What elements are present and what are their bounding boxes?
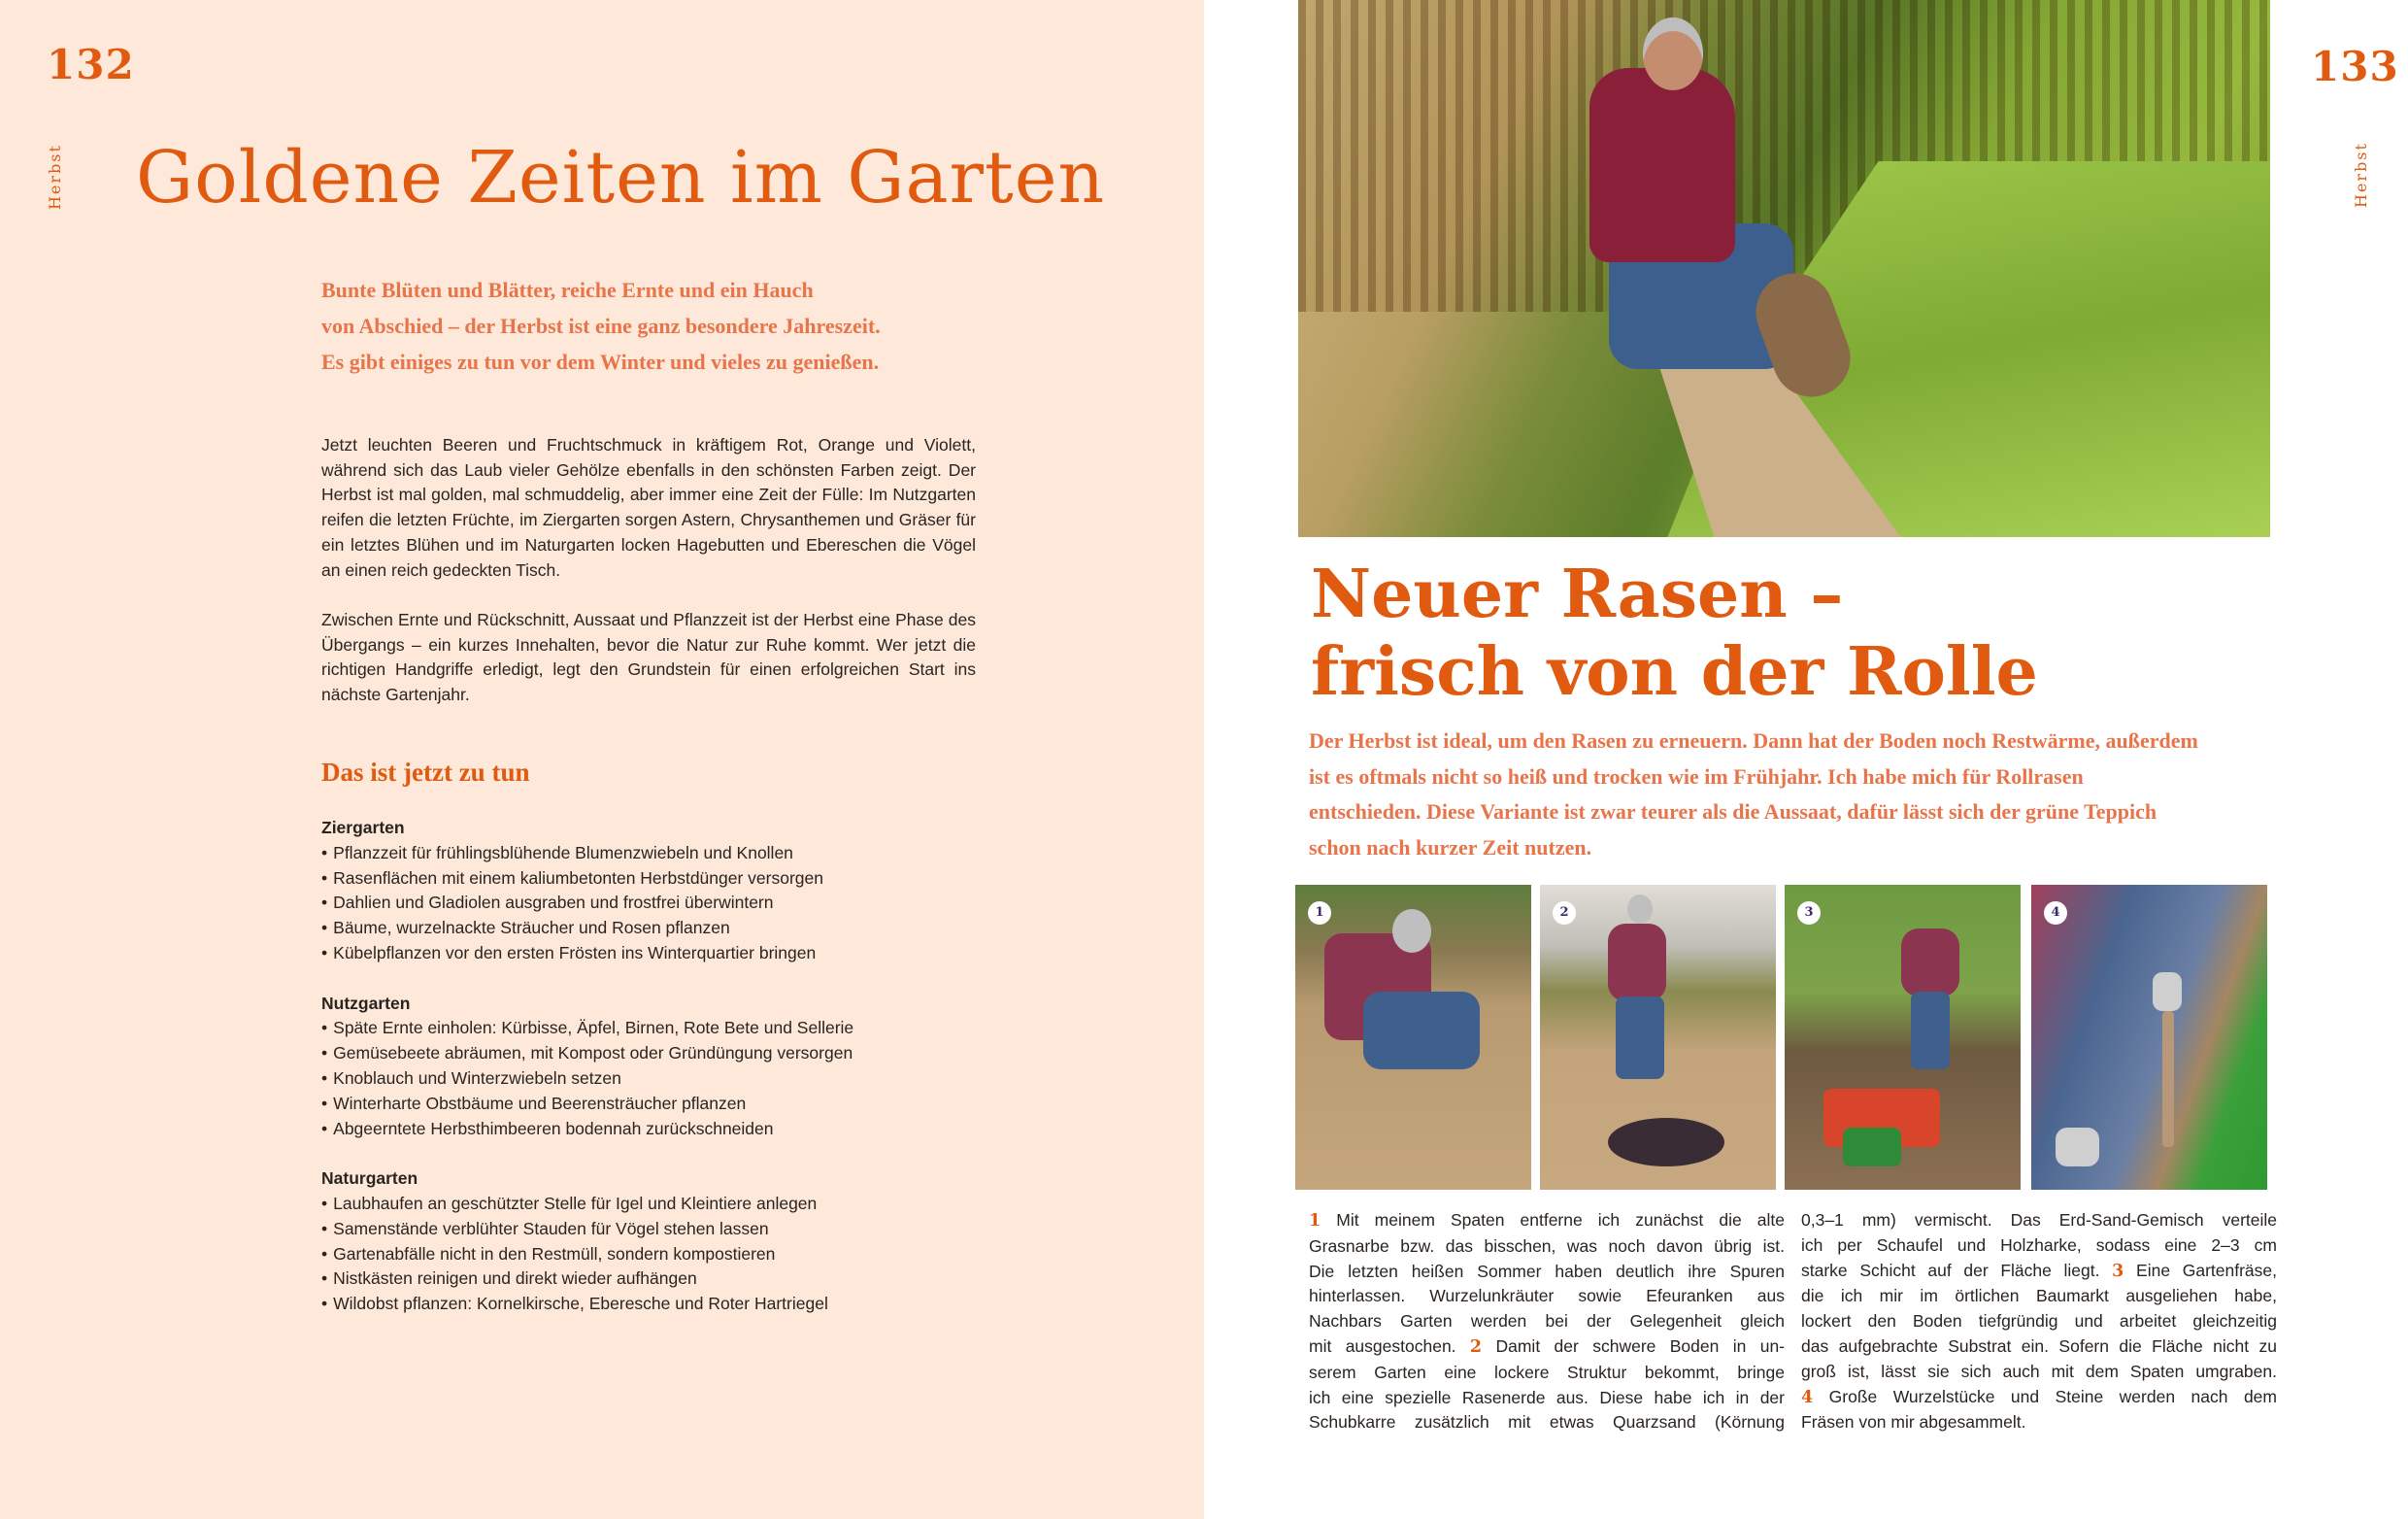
step-photo-4 [2031,885,2267,1190]
body-text [321,433,976,732]
todo-item: • Wildobst pflanzen: Kornelkirsche, Eberesche und Roter Hartriegel [321,1292,1001,1317]
step-photo-1 [1295,885,1531,1190]
todo-item: • Dahlien und Gladiolen ausgraben und frostfrei überwintern [321,891,1001,916]
caption-line: Nachbars Garten werden bei der Gelegenheit gleich [1309,1311,1785,1332]
todo-heading: Das ist jetzt zu tun [321,758,530,787]
body-paragraph: Zwischen Ernte und Rückschnitt, Aussaat und Pflanzzeit ist der Herbst eine Phase des Übergangs – ein kurzes Innehalten, bevor die Natur zur Ruhe kommt. Wer jetzt die richtigen Handgriffe erledigt, legt den Grundstein für einen erfolgreichen Start ins nächste Gartenjahr. [321,609,976,705]
intro-text [321,272,1001,380]
todo-item: • Gemüsebeete abräumen, mit Kompost oder Gründüngung versorgen [321,1041,1001,1066]
hero-photo [1298,0,2270,537]
todo-item: • Kübelpflanzen vor den ersten Frösten ins Winterquartier bringen [321,941,1001,966]
caption-line: 4 Große Wurzelstücke und Steine werden nach dem [1801,1386,2277,1407]
caption-line: lockert den Boden tiefgründig und arbeitet gleichzeitig [1801,1311,2277,1332]
todo-item: • Abgeerntete Herbsthimbeeren bodennah zurückschneiden [321,1117,1001,1142]
caption-line: groß ist, lässt sie sich auch mit dem Spaten umgraben. [1801,1361,2277,1381]
article-title [1311,556,2038,711]
caption-column-2 [1801,1208,2277,1435]
step-badge-3: 3 [1797,901,1821,925]
intro-line: Bunte Blüten und Blätter, reiche Ernte und ein Hauch [321,278,814,302]
person-shirt-shape [1589,68,1735,262]
step-photo-3 [1785,885,2021,1190]
step-badge-2: 2 [1553,901,1576,925]
caption-line: starke Schicht auf der Fläche liegt. 3 Eine Gartenfräse, [1801,1260,2277,1281]
step-badge-4: 4 [2044,901,2067,925]
todo-group-nutzgarten [321,992,1001,1142]
todo-item: • Laubhaufen an geschützter Stelle für Igel und Kleintiere anlegen [321,1192,1001,1217]
todo-item: • Knoblauch und Winterzwiebeln setzen [321,1066,1001,1092]
todo-item: • Späte Ernte einholen: Kürbisse, Äpfel, Birnen, Rote Bete und Sellerie [321,1016,1001,1041]
caption-column-1 [1309,1208,1785,1435]
article-intro [1309,724,2290,865]
todo-item: • Gartenabfälle nicht in den Restmüll, sondern kompostieren [321,1242,1001,1267]
todo-group-title: Naturgarten [321,1168,418,1189]
caption-line: die ich mir im örtlichen Baumarkt ausgeliehen habe, [1801,1286,2277,1306]
section-tag-left: Herbst [46,144,64,210]
todo-item: • Rasenflächen mit einem kaliumbetonten Herbstdünger versorgen [321,866,1001,892]
todo-group-title: Ziergarten [321,818,405,837]
section-tag-right: Herbst [2352,142,2370,208]
body-paragraph: Jetzt leuchten Beeren und Fruchtschmuck in kräftigem Rot, Orange und Violett, während sich das Laub vieler Gehölze ebenfalls in den schönsten Farben zeigt. Der Herbst ist mal golden, mal schmuddelig, aber immer eine Zeit der Fülle: Im Nutzgarten reifen die letzten Früchte, im Ziergarten sorgen Astern, Chrysanthemen und Gräser für ein letztes Blühen und im Naturgarten locken Hagebutten und Ebereschen die Vögel an einen reich gedeckten Tisch. [321,435,976,580]
caption-line: ich per Schaufel und Holzharke, sodass eine 2–3 cm [1801,1234,2277,1255]
step-photo-2 [1540,885,1776,1190]
page-number-right: 133 [2311,43,2399,90]
caption-line: Die letzten heißen Sommer haben deutlich ihre Spuren [1309,1261,1785,1281]
article-intro-line: entschieden. Diese Variante ist zwar teurer als die Aussaat, dafür lässt sich der grüne Teppich [1309,799,2157,824]
caption-line: Fräsen von mir abgesammelt. [1801,1412,2026,1433]
caption-line: Schubkarre zusätzlich mit etwas Quarzsand (Körnung [1309,1412,1785,1433]
caption-line: Grasnarbe bzw. das bisschen, was noch davon übrig ist. [1309,1235,1785,1256]
article-intro-line: ist es oftmals nicht so heiß und trocken wie im Frühjahr. Ich habe mich für Rollrasen [1309,763,2084,789]
article-intro-line: Der Herbst ist ideal, um den Rasen zu erneuern. Dann hat der Boden noch Restwärme, außerdem [1309,728,2198,753]
todo-item: • Nistkästen reinigen und direkt wieder aufhängen [321,1266,1001,1292]
caption-line: mit ausgestochen. 2 Damit der schwere Boden in un- [1309,1335,1786,1357]
intro-line: von Abschied – der Herbst ist eine ganz besondere Jahreszeit. [321,314,881,338]
article-title-line: Neuer Rasen – [1311,556,1844,633]
step-badge-1: 1 [1308,901,1331,925]
todo-group-ziergarten [321,816,1001,966]
person-head-shape [1643,17,1703,90]
caption-line: serem Garten eine lockere Struktur bekommt, bringe [1309,1362,1785,1382]
todo-group-title: Nutzgarten [321,993,411,1013]
caption-line: 0,3–1 mm) vermischt. Das Erd-Sand-Gemisch verteile [1801,1210,2277,1230]
todo-list [321,816,1001,1342]
intro-line: Es gibt einiges zu tun vor dem Winter und vieles zu genießen. [321,350,880,374]
todo-item: • Samenstände verblühter Stauden für Vögel stehen lassen [321,1217,1001,1242]
todo-item: • Winterharte Obstbäume und Beerensträucher pflanzen [321,1092,1001,1117]
caption-line: hinterlassen. Wurzelunkräuter sowie Efeuranken aus [1309,1286,1785,1306]
todo-item: • Pflanzzeit für frühlingsblühende Blumenzwiebeln und Knollen [321,841,1001,866]
caption-line: 1 Mit meinem Spaten entferne ich zunächst die alte [1309,1210,1785,1231]
todo-item: • Bäume, wurzelnackte Sträucher und Rosen pflanzen [321,916,1001,941]
todo-group-naturgarten [321,1166,1001,1317]
article-intro-line: schon nach kurzer Zeit nutzen. [1309,834,1592,860]
caption-line: ich eine spezielle Rasenerde aus. Diese habe ich in der [1309,1387,1785,1407]
article-title-line: frisch von der Rolle [1311,633,2038,711]
page-number-left: 132 [47,41,135,88]
caption-line: das aufgebrachte Substrat ein. Sofern die Fläche nicht zu [1801,1335,2277,1356]
page-title: Goldene Zeiten im Garten [136,136,1106,219]
